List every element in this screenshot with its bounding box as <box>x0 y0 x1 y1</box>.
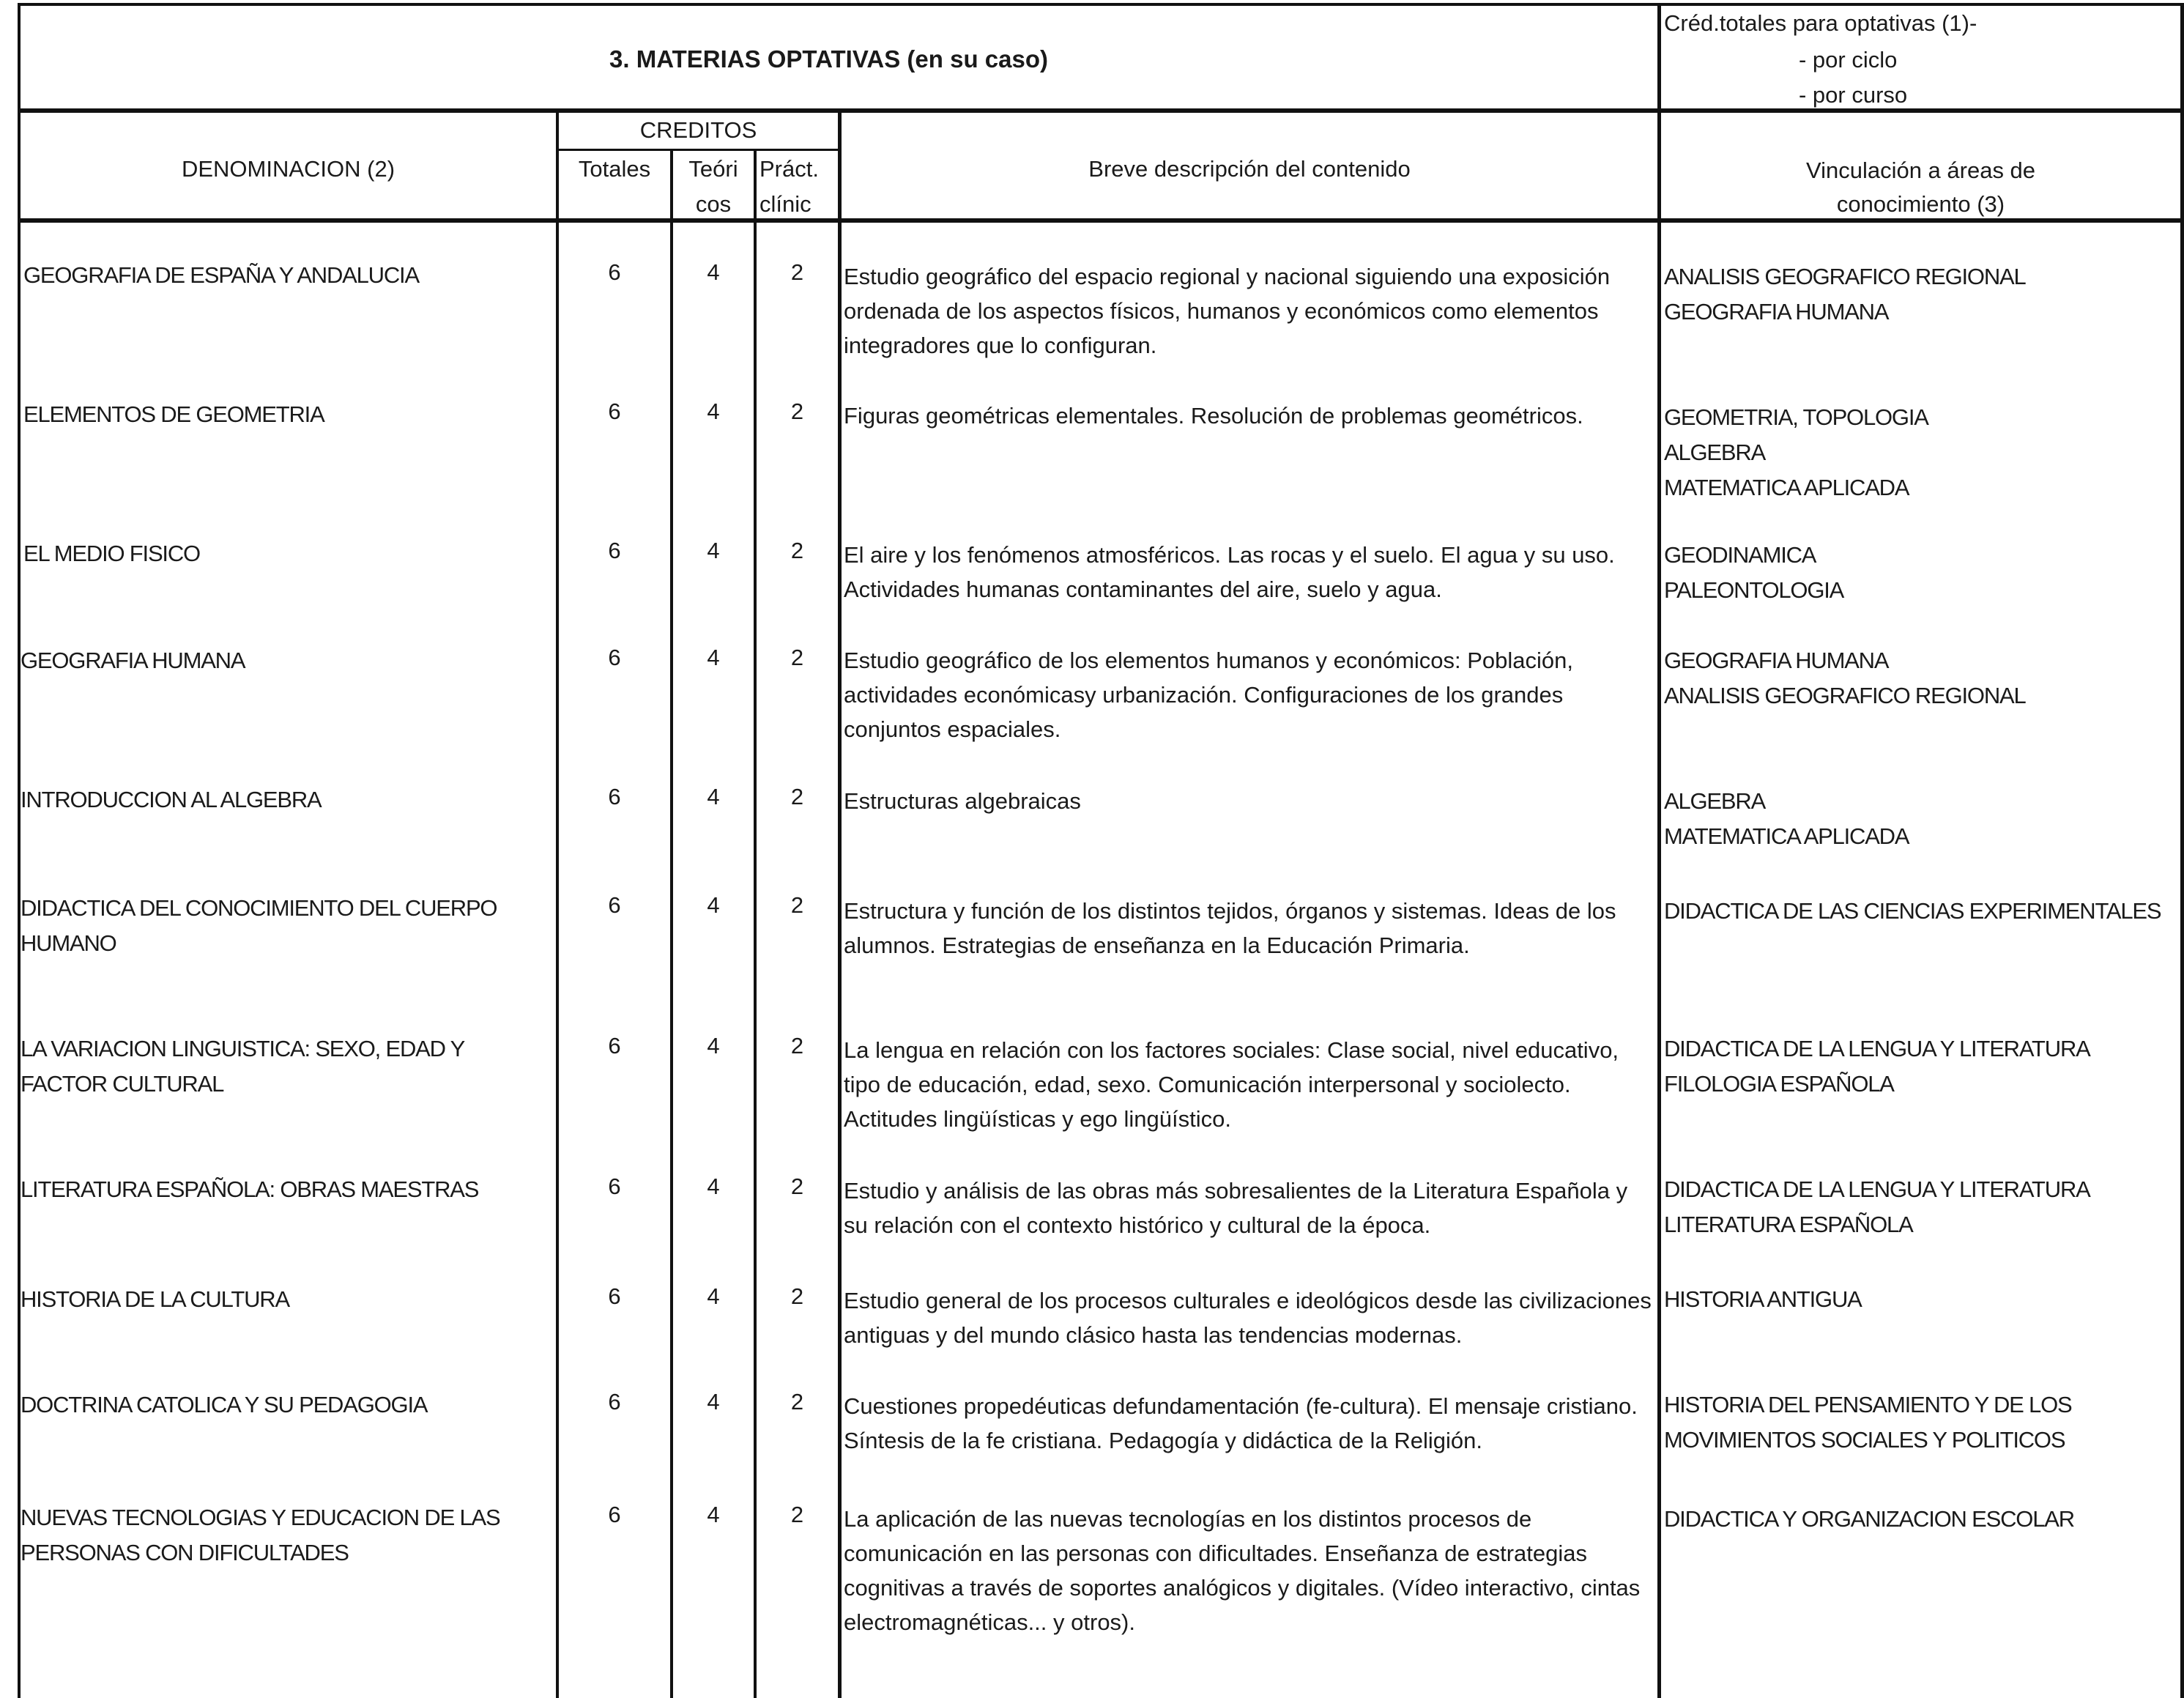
row-totales: 6 <box>608 398 621 424</box>
row-practicos: 2 <box>790 259 804 285</box>
row-practicos: 2 <box>790 398 804 424</box>
column-header-bottom-rule <box>18 218 2184 223</box>
row-areas: GEODINAMICA PALEONTOLOGIA <box>1664 542 1844 603</box>
row-areas: HISTORIA ANTIGUA <box>1664 1286 1862 1312</box>
row-areas: DIDACTICA DE LAS CIENCIAS EXPERIMENTALES <box>1664 898 2161 924</box>
row-areas: ALGEBRA MATEMATICA APLICADA <box>1664 788 1909 849</box>
col-rule-practicos <box>754 149 757 1698</box>
row-totales: 6 <box>608 1033 621 1059</box>
col-rule-vinculacion <box>1657 3 1661 1698</box>
row-description: La aplicación de las nuevas tecnologías en los distintos procesos de comunicación en las personas con dificultades. Enseñanza de estrategias cognitivas a través de soportes analógicos y digitales. (Vídeo interactivo, cintas electromagnéticas... y otros). <box>844 1506 1641 1635</box>
row-name: GEOGRAFIA HUMANA <box>21 648 245 673</box>
col-header-practicos-line1: Práct. <box>759 156 819 182</box>
table-left-border <box>18 3 21 1698</box>
row-areas: GEOMETRIA, TOPOLOGIA ALGEBRA MATEMATICA APLICADA <box>1664 404 1928 500</box>
row-description: Estructuras algebraicas <box>844 788 1081 814</box>
row-name: ELEMENTOS DE GEOMETRIA <box>23 401 324 427</box>
por-curso-label: - por curso <box>1799 82 1908 108</box>
row-areas: DIDACTICA DE LA LENGUA Y LITERATURA FILOLOGIA ESPAÑOLA <box>1664 1036 2090 1097</box>
col-header-vinculacion-line1: Vinculación a áreas de <box>1805 157 2036 183</box>
row-teoricos: 4 <box>707 259 720 285</box>
row-totales: 6 <box>608 1502 621 1527</box>
row-teoricos: 4 <box>707 1389 720 1415</box>
row-teoricos: 4 <box>707 1283 720 1309</box>
col-rule-descripcion <box>838 110 842 1698</box>
row-totales: 6 <box>608 892 621 918</box>
row-areas: GEOGRAFIA HUMANA ANALISIS GEOGRAFICO REGIONAL <box>1664 648 2026 708</box>
row-name: NUEVAS TECNOLOGIAS Y EDUCACION DE LAS PERSONAS CON DIFICULTADES <box>21 1505 500 1565</box>
row-name: HISTORIA DE LA CULTURA <box>21 1286 289 1312</box>
header-bottom-rule <box>18 108 2184 113</box>
row-totales: 6 <box>608 538 621 563</box>
row-description: Estudio geográfico de los elementos humanos y económicos: Población, actividades económicasy urbanización. Configuraciones de los grandes conjuntos espaciales. <box>844 648 1574 742</box>
col-rule-teoricos <box>670 149 673 1698</box>
row-totales: 6 <box>608 645 621 670</box>
row-teoricos: 4 <box>707 1174 720 1199</box>
creditos-optativas-label: Créd.totales para optativas (1)- <box>1664 10 1977 36</box>
table-right-border <box>2180 3 2184 1698</box>
row-areas: ANALISIS GEOGRAFICO REGIONAL GEOGRAFIA HUMANA <box>1664 264 2026 325</box>
row-description: Estudio y análisis de las obras más sobresalientes de la Literatura Española y su relación con el contexto histórico y cultural de la época. <box>844 1178 1628 1238</box>
row-teoricos: 4 <box>707 538 720 563</box>
row-description: El aire y los fenómenos atmosféricos. Las rocas y el suelo. El agua y su uso. Actividades humanas contaminantes del aire, suelo y agua. <box>844 542 1615 602</box>
row-teoricos: 4 <box>707 1502 720 1527</box>
row-name: LITERATURA ESPAÑOLA: OBRAS MAESTRAS <box>21 1176 479 1202</box>
section-title: 3. MATERIAS OPTATIVAS (en su caso) <box>609 45 1048 73</box>
col-header-denominacion: DENOMINACION (2) <box>181 156 395 182</box>
row-description: Estudio geográfico del espacio regional y nacional siguiendo una exposición ordenada de los aspectos físicos, humanos y económicos como elementos integradores que lo configuran. <box>844 264 1611 358</box>
table-top-border <box>18 3 2184 6</box>
col-header-creditos: CREDITOS <box>639 117 757 143</box>
row-practicos: 2 <box>790 1502 804 1527</box>
row-teoricos: 4 <box>707 645 720 670</box>
row-description: Estudio general de los procesos culturales e ideológicos desde las civilizaciones antiguas y del mundo clásico hasta las tendencias modernas. <box>844 1288 1652 1348</box>
row-name: DIDACTICA DEL CONOCIMIENTO DEL CUERPO HUMANO <box>21 895 497 956</box>
por-ciclo-label: - por ciclo <box>1799 47 1898 73</box>
col-header-practicos-line2: clínic <box>759 191 811 217</box>
row-name: GEOGRAFIA DE ESPAÑA Y ANDALUCIA <box>23 262 419 288</box>
row-practicos: 2 <box>790 892 804 918</box>
row-description: Cuestiones propedéuticas defundamentación (fe-cultura). El mensaje cristiano. Síntesis de la fe cristiana. Pedagogía y didáctica de la Religión. <box>844 1393 1638 1453</box>
row-totales: 6 <box>608 259 621 285</box>
row-teoricos: 4 <box>707 892 720 918</box>
col-header-descripcion: Breve descripción del contenido <box>1088 156 1411 182</box>
row-practicos: 2 <box>790 1033 804 1059</box>
row-name: DOCTRINA CATOLICA Y SU PEDAGOGIA <box>21 1392 428 1417</box>
row-practicos: 2 <box>790 538 804 563</box>
col-header-teoricos-line1: Teóri <box>688 156 738 182</box>
row-name: INTRODUCCION AL ALGEBRA <box>21 787 322 812</box>
row-practicos: 2 <box>790 645 804 670</box>
row-areas: HISTORIA DEL PENSAMIENTO Y DE LOS MOVIMIENTOS SOCIALES Y POLITICOS <box>1664 1392 2072 1453</box>
row-description: La lengua en relación con los factores sociales: Clase social, nivel educativo, tipo de educación, edad, sexo. Comunicación interpersonal y sociolecto. Actitudes lingüísticas y ego lingüístico. <box>844 1037 1619 1132</box>
row-totales: 6 <box>608 1174 621 1199</box>
row-areas: DIDACTICA DE LA LENGUA Y LITERATURA LITERATURA ESPAÑOLA <box>1664 1176 2090 1237</box>
creditos-rule <box>557 149 841 151</box>
col-header-teoricos-line2: cos <box>695 191 732 217</box>
row-practicos: 2 <box>790 1389 804 1415</box>
row-teoricos: 4 <box>707 398 720 424</box>
row-totales: 6 <box>608 1283 621 1309</box>
row-totales: 6 <box>608 1389 621 1415</box>
row-name: LA VARIACION LINGUISTICA: SEXO, EDAD Y FACTOR CULTURAL <box>21 1036 464 1097</box>
row-description: Figuras geométricas elementales. Resolución de problemas geométricos. <box>844 403 1583 429</box>
row-practicos: 2 <box>790 1283 804 1309</box>
row-teoricos: 4 <box>707 1033 720 1059</box>
row-totales: 6 <box>608 784 621 809</box>
col-header-totales: Totales <box>578 156 651 182</box>
row-teoricos: 4 <box>707 784 720 809</box>
row-practicos: 2 <box>790 784 804 809</box>
row-name: EL MEDIO FISICO <box>23 541 200 566</box>
row-description: Estructura y función de los distintos tejidos, órganos y sistemas. Ideas de los alumnos. Estrategias de enseñanza en la Educación Primaria. <box>844 898 1616 958</box>
row-areas: DIDACTICA Y ORGANIZACION ESCOLAR <box>1664 1506 2074 1532</box>
col-header-vinculacion-line2: conocimiento (3) <box>1836 191 2005 217</box>
row-practicos: 2 <box>790 1174 804 1199</box>
